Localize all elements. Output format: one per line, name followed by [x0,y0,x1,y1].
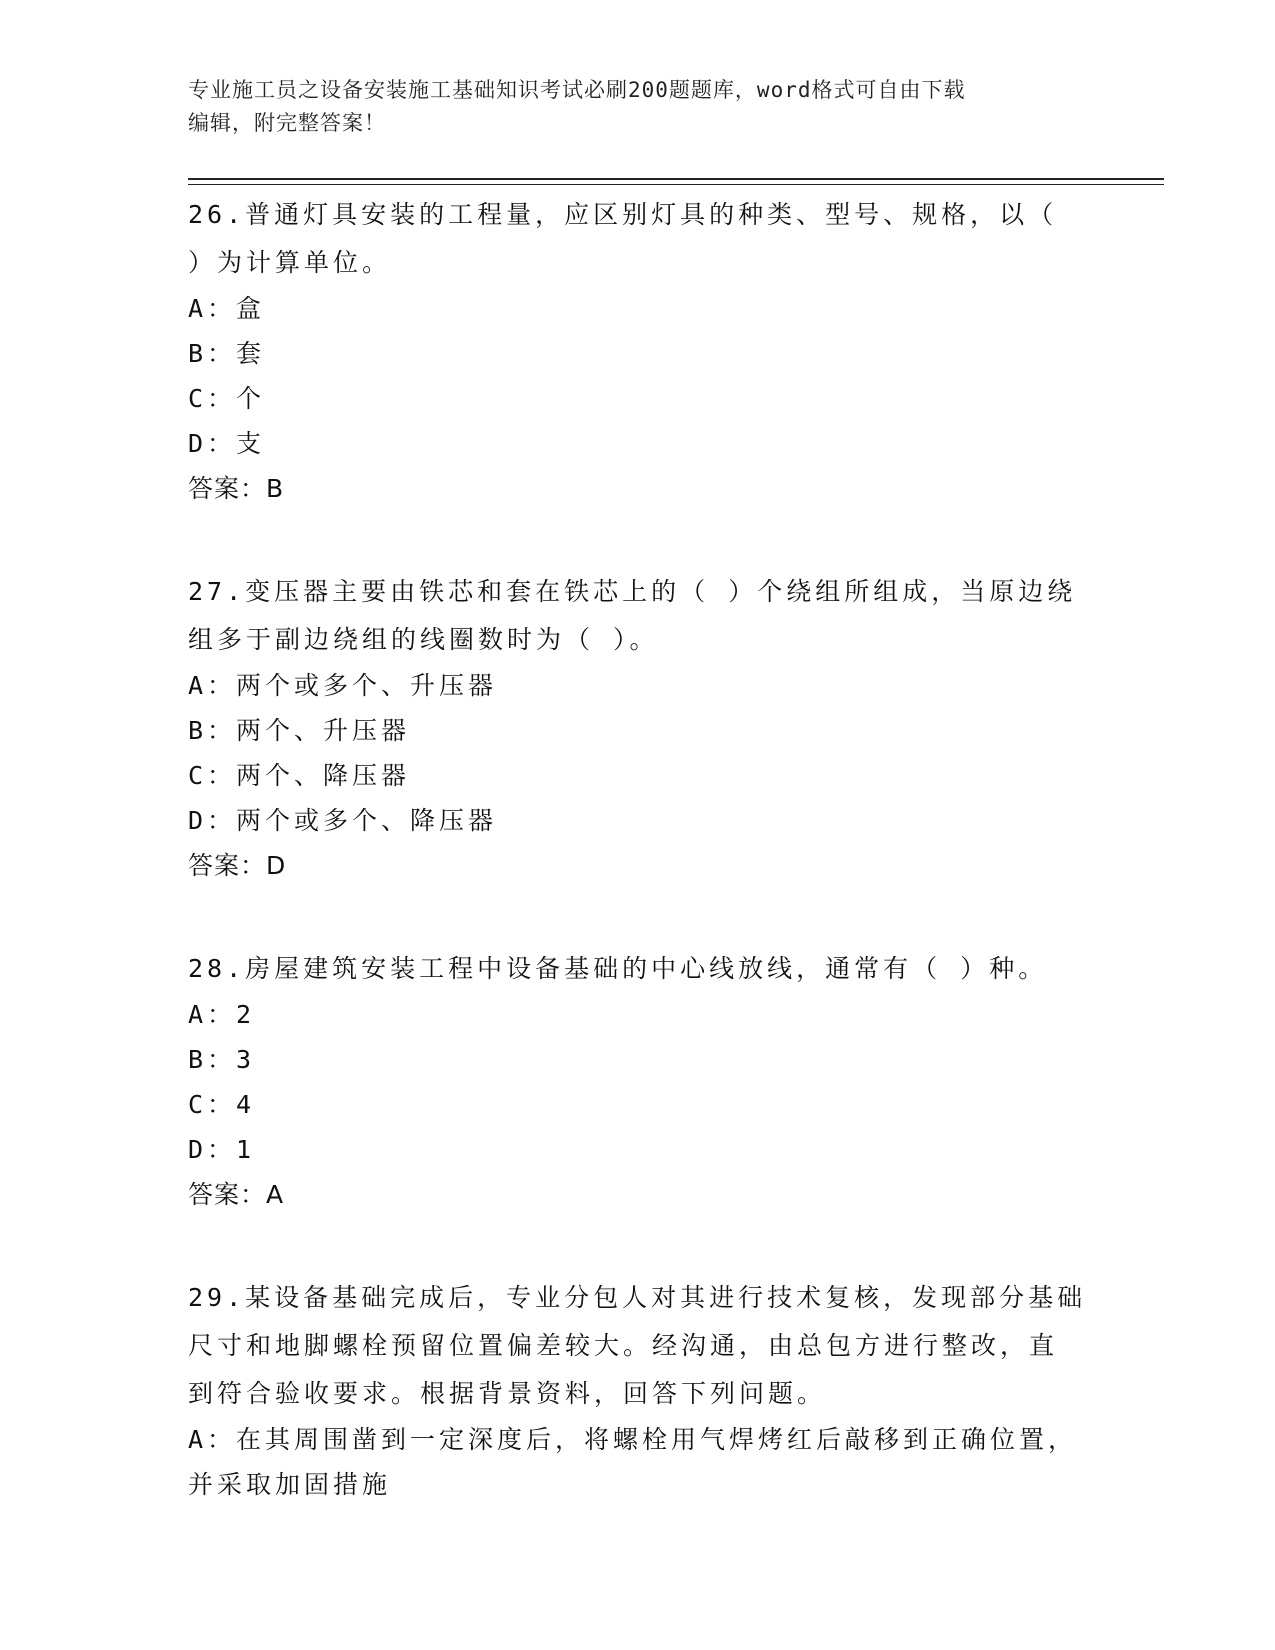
option-c: C：4 [188,1090,256,1119]
question-26 [188,192,1088,511]
question-stem: 组多于副边绕组的线圈数时为（ ）。 [188,625,659,654]
option-a-continued: 并采取加固措施 [188,1470,392,1499]
answer-label: 答案：A [188,1180,285,1209]
question-stem: 27.变压器主要由铁芯和套在铁芯上的（ ）个绕组所组成，当原边绕 [188,577,1077,606]
option-a: A：两个或多个、升压器 [188,671,498,700]
question-stem: 26.普通灯具安装的工程量，应区别灯具的种类、型号、规格，以（ [188,200,1058,229]
document-header [188,74,1078,140]
option-a: A：盒 [188,294,266,323]
header-divider-thick [188,178,1164,180]
question-list [188,190,1088,1507]
question-stem: 29.某设备基础完成后，专业分包人对其进行技术复核，发现部分基础 [188,1283,1087,1312]
question-stem: 28.房屋建筑安装工程中设备基础的中心线放线，通常有（ ）种。 [188,954,1048,983]
answer-label: 答案：D [188,851,287,880]
header-line-2: 编辑，附完整答案！ [188,111,386,135]
question-27 [188,569,1088,888]
header-line-1: 专业施工员之设备安装施工基础知识考试必刷200题题库，word格式可自由下载 [188,78,966,102]
option-b: B：3 [188,1045,256,1074]
option-c: C：两个、降压器 [188,761,411,790]
option-b: B：套 [188,339,266,368]
option-a: A：在其周围凿到一定深度后，将螺栓用气焊烤红后敲移到正确位置， [188,1425,1078,1454]
option-c: C：个 [188,384,266,413]
answer-label: 答案：B [188,474,285,503]
question-stem: 到符合验收要求。根据背景资料，回答下列问题。 [188,1379,827,1408]
option-d: D：支 [188,429,266,458]
option-a: A：2 [188,1000,256,1029]
option-b: B：两个、升压器 [188,716,411,745]
option-d: D：两个或多个、降压器 [188,806,498,835]
question-spacer [188,888,1088,944]
question-spacer [188,1217,1088,1273]
question-spacer [188,511,1088,567]
question-stem: 尺寸和地脚螺栓预留位置偏差较大。经沟通，由总包方进行整改，直 [188,1331,1059,1360]
option-d: D：1 [188,1135,256,1164]
question-stem: ）为计算单位。 [188,248,392,277]
header-divider-thin [188,184,1164,185]
question-29 [188,1275,1088,1507]
question-28 [188,946,1088,1217]
